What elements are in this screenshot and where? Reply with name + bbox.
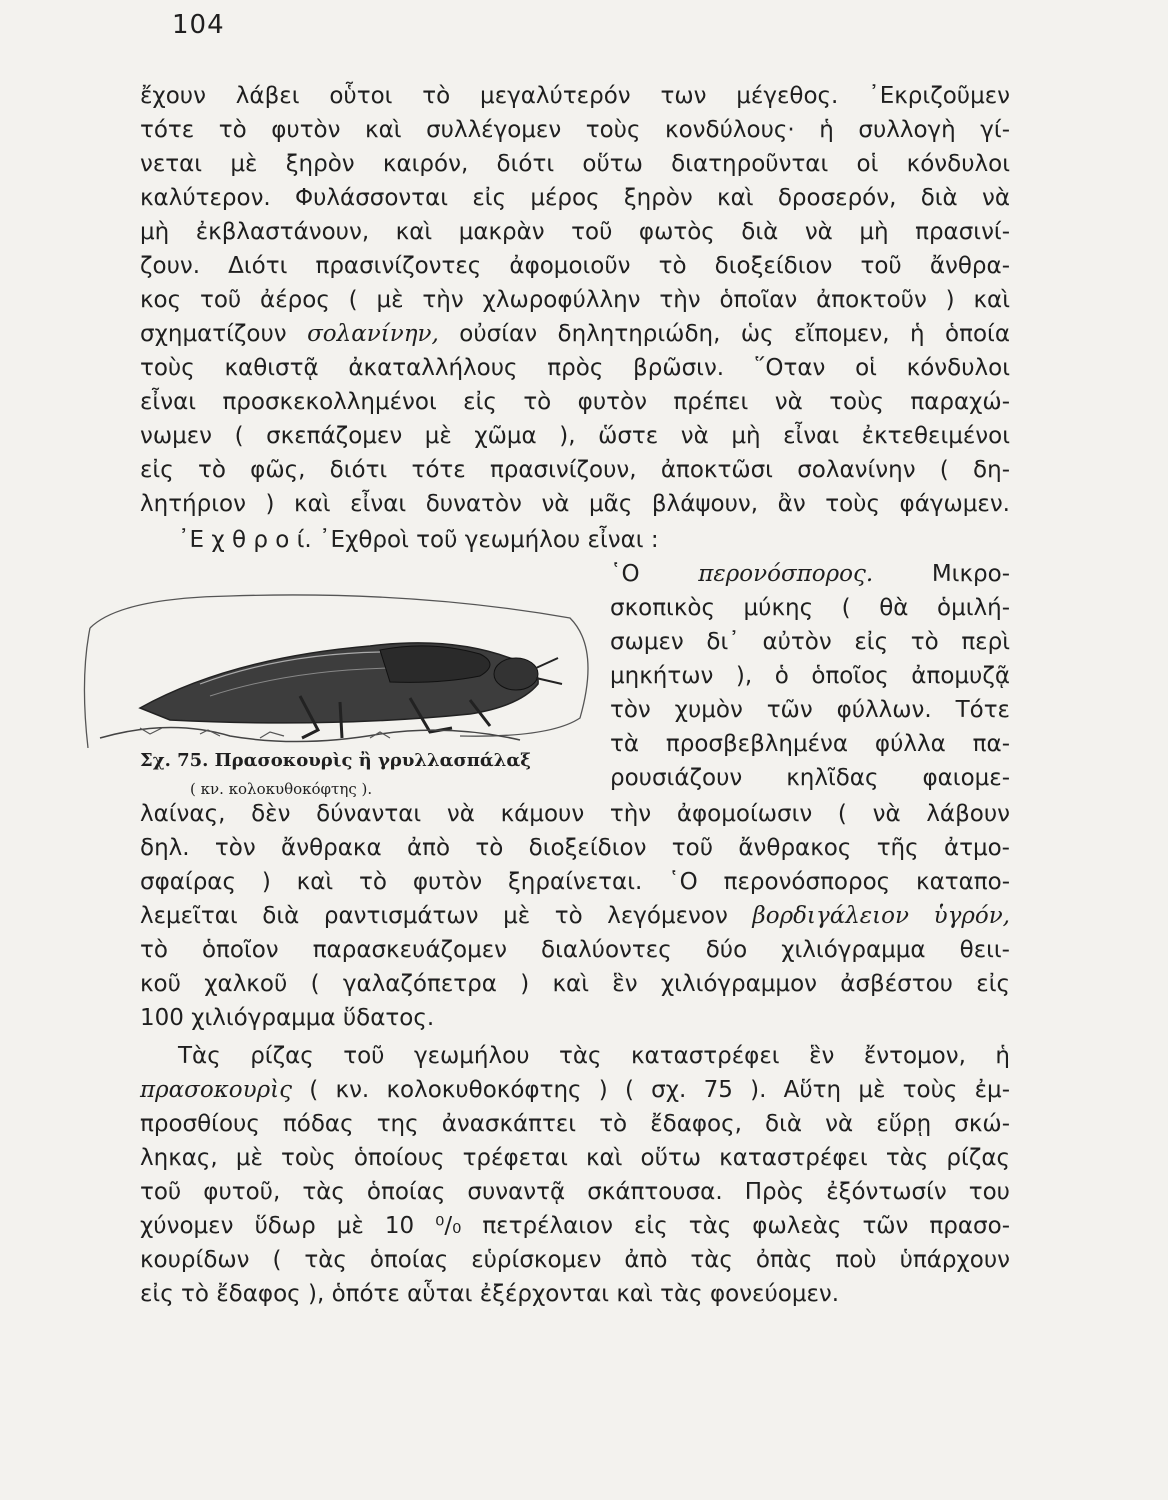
text-line: ζουν. Διότι πρασινίζοντες ἀφομοιοῦν τὸ διοξείδιον τοῦ ἄνθρα-: [140, 253, 1010, 279]
text-line: [610, 558, 1010, 590]
text-line: τὰ προσβεβλημένα φύλλα πα-: [610, 731, 1010, 757]
text-line: Τὰς ρίζας τοῦ γεωμήλου τὰς καταστρέφει ἓν ἔντομον, ἡ: [178, 1043, 1010, 1069]
figure-75: [80, 588, 600, 818]
text-line: νεται μὲ ξηρὸν καιρόν, διότι οὕτω διατηροῦνται οἱ κόνδυλοι: [140, 151, 1010, 177]
enemies-line: [140, 524, 1010, 556]
text-line: νωμεν ( σκεπάζομεν μὲ χῶμα ), ὥστε νὰ μὴ εἶναι ἐκτεθειμένοι: [140, 423, 1010, 449]
text-line: εἰς τὸ ἔδαφος ), ὁπότε αὗται ἐξέρχονται καὶ τὰς φονεύομεν.: [140, 1281, 840, 1307]
text-fragment: ᾿Εχθροὶ τοῦ γεωμήλου εἶναι :: [319, 527, 659, 553]
mole-cricket-illustration: [80, 588, 600, 748]
italic-term: περονόσπορος.: [698, 561, 874, 587]
text-line: τοὺς καθιστᾷ ἀκαταλλήλους πρὸς βρῶσιν. ῞Οταν οἱ κόνδυλοι: [140, 355, 1010, 381]
text-line: ληκας, μὲ τοὺς ὁποίους τρέφεται καὶ οὕτω καταστρέφει τὰς ρίζας: [140, 1145, 1010, 1171]
text-line: κοῦ χαλκοῦ ( γαλαζόπετρα ) καὶ ἓν χιλιόγραμμον ἀσβέστου εἰς: [140, 971, 1010, 997]
italic-term: βορδιγάλειον ὑγρόν,: [752, 903, 1010, 929]
text-fragment: Μικρο-: [873, 561, 1010, 587]
text-line: 100 χιλιόγραμμα ὕδατος.: [140, 1005, 435, 1031]
text-line: εἶναι προσκεκολλημένοι εἰς τὸ φυτὸν πρέπει νὰ τοὺς παραχώ-: [140, 389, 1010, 415]
figure-subcaption: ( κν. κολοκυθοκόφτης ).: [190, 780, 373, 798]
text-line: κουρίδων ( τὰς ὁποίας εὑρίσκομεν ἀπὸ τὰς ὀπὰς ποὺ ὑπάρχουν: [140, 1247, 1010, 1273]
text-fragment: ῾Ο: [610, 561, 699, 587]
italic-term: πρασοκουρὶς: [140, 1077, 293, 1103]
page-number: 104: [172, 10, 225, 40]
text-line: ρουσιάζουν κηλῖδας φαιομε-: [610, 765, 1010, 791]
text-fragment: οὐσίαν δηλητηριώδη, ὡς εἴπομεν, ἡ ὁποία: [438, 321, 1010, 347]
text-line: λαίνας, δὲν δύνανται νὰ κάμουν τὴν ἀφομοίωσιν ( νὰ λάβουν: [140, 801, 1010, 827]
text-line: σωμεν δι᾿ αὐτὸν εἰς τὸ περὶ: [610, 629, 1010, 655]
text-line: κος τοῦ ἀέρος ( μὲ τὴν χλωροφύλλην τὴν ὁποῖαν ἀποκτοῦν ) καὶ: [140, 287, 1010, 313]
text-line: καλύτερον. Φυλάσσονται εἰς μέρος ξηρὸν καὶ δροσερόν, διὰ νὰ: [140, 185, 1010, 211]
text-line: [140, 318, 1010, 350]
text-fragment: ( κν. κολοκυθοκόφτης ) ( σχ. 75 ). Αὕτη μὲ τοὺς ἐμ-: [292, 1077, 1010, 1103]
text-line: εἰς τὸ φῶς, διότι τότε πρασινίζουν, ἀποκτῶσι σολανίνην ( δη-: [140, 457, 1010, 483]
text-line: τὸν χυμὸν τῶν φύλλων. Τότε: [610, 697, 1010, 723]
italic-term: σολανίνην,: [307, 321, 439, 347]
figure-caption: Σχ. 75. Πρασοκουρὶς ἢ γρυλλασπάλαξ: [140, 750, 531, 771]
text-line: [140, 900, 1010, 932]
text-line: προσθίους πόδας της ἀνασκάπτει τὸ ἔδαφος, διὰ νὰ εὕρῃ σκώ-: [140, 1111, 1010, 1137]
section-heading: ᾿Ε χ θ ρ ο ί.: [178, 527, 312, 553]
text-line: τὸ ὁποῖον παρασκευάζομεν διαλύοντες δύο χιλιόγραμμα θειι-: [140, 937, 1010, 963]
text-fragment: λεμεῖται διὰ ραντισμάτων μὲ τὸ λεγόμενον: [140, 903, 753, 929]
text-line: μὴ ἐκβλαστάνουν, καὶ μακρὰν τοῦ φωτὸς διὰ νὰ μὴ πρασινί-: [140, 219, 1010, 245]
text-line: σφαίρας ) καὶ τὸ φυτὸν ξηραίνεται. ῾Ο περονόσπορος καταπο-: [140, 869, 1010, 895]
text-line: λητήριον ) καὶ εἶναι δυνατὸν νὰ μᾶς βλάψουν, ἂν τοὺς φάγωμεν.: [140, 491, 1010, 517]
text-line: δηλ. τὸν ἄνθρακα ἀπὸ τὸ διοξείδιον τοῦ ἄνθρακος τῆς ἀτμο-: [140, 835, 1010, 861]
text-line: τοῦ φυτοῦ, τὰς ὁποίας συναντᾷ σκάπτουσα. Πρὸς ἐξόντωσίν του: [140, 1179, 1010, 1205]
text-line: χύνομεν ὕδωρ μὲ 10 ⁰/₀ πετρέλαιον εἰς τὰς φωλεὰς τῶν πρασο-: [140, 1213, 1010, 1239]
text-line: σκοπικὸς μύκης ( θὰ ὁμιλή-: [610, 595, 1010, 621]
text-line: ἔχουν λάβει οὗτοι τὸ μεγαλύτερόν των μέγεθος. ᾿Εκριζοῦμεν: [140, 83, 1010, 109]
text-fragment: σχηματίζουν: [140, 321, 308, 347]
text-line: μηκήτων ), ὁ ὁποῖος ἀπομυζᾷ: [610, 663, 1010, 689]
text-line: τότε τὸ φυτὸν καὶ συλλέγομεν τοὺς κονδύλους· ἡ συλλογὴ γί-: [140, 117, 1010, 143]
text-line: [140, 1074, 1010, 1106]
